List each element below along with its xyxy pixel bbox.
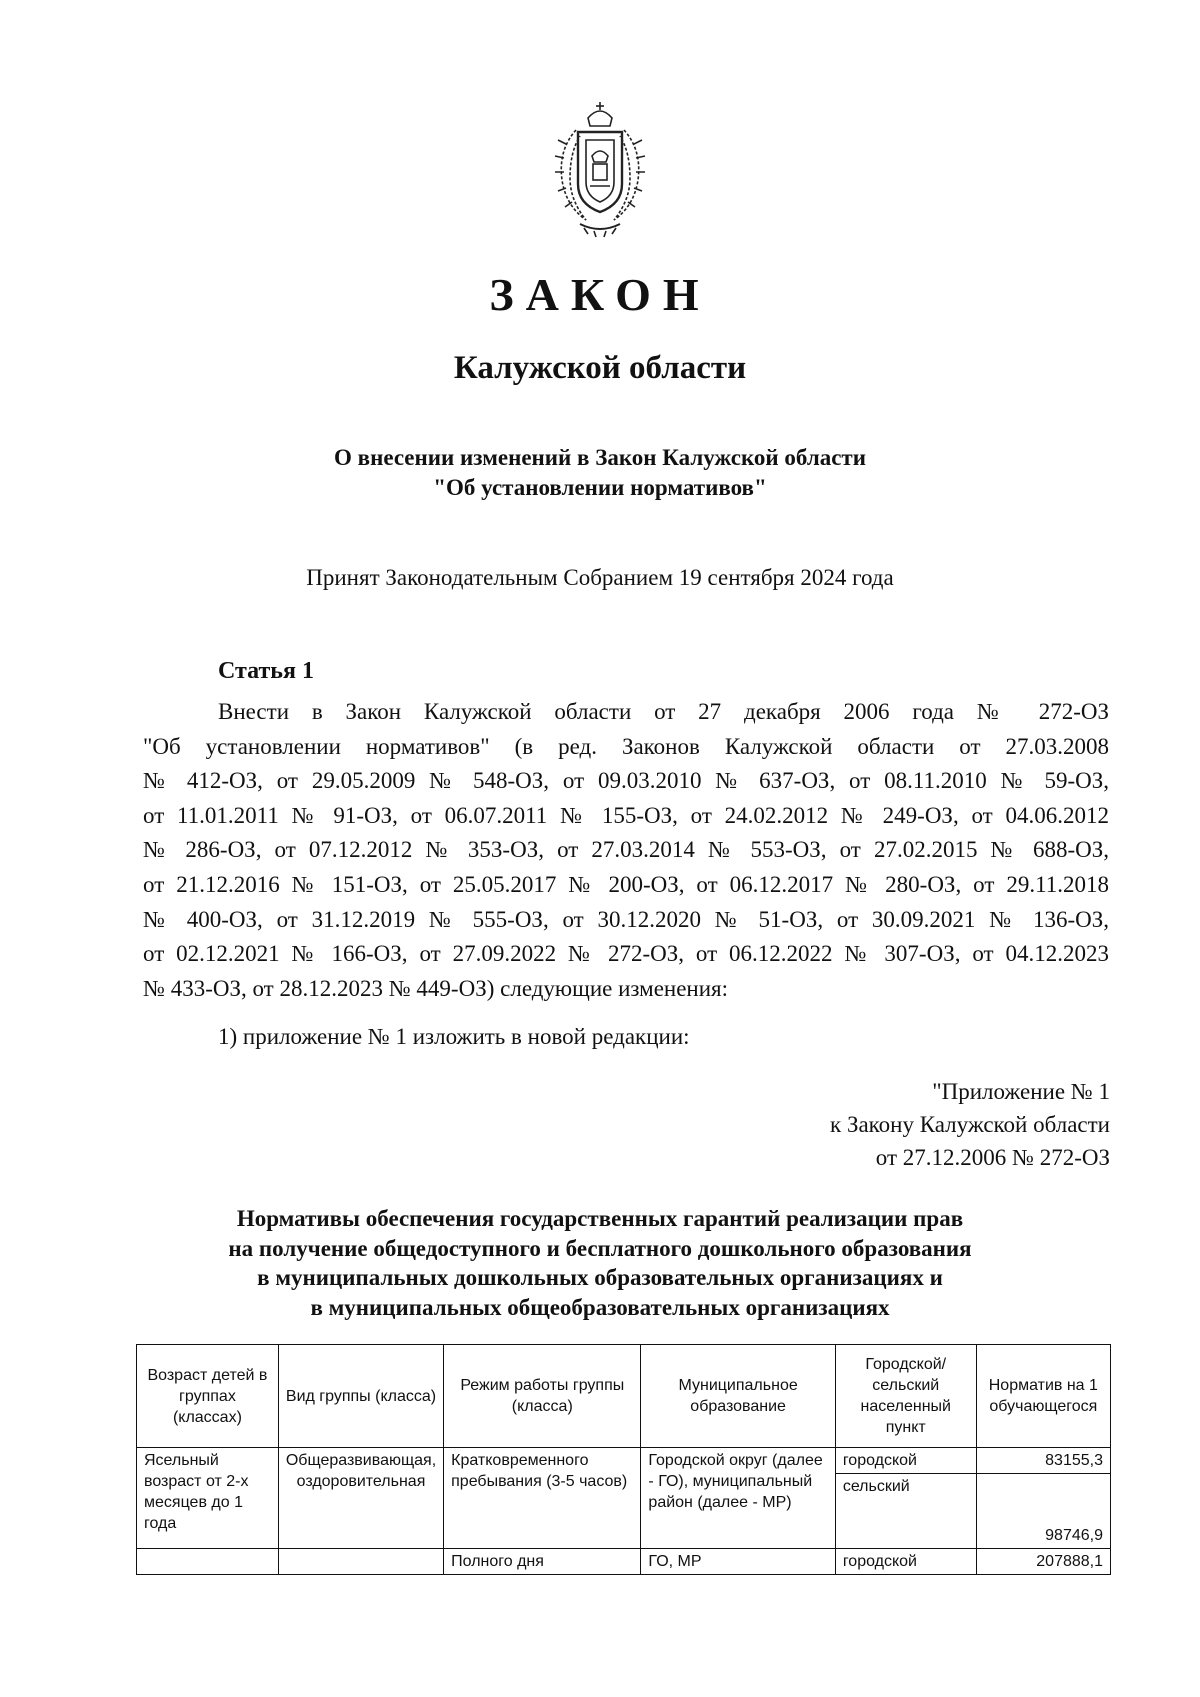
paragraph-line: от 11.01.2011 № 91-ОЗ, от 06.07.2011 № 155-ОЗ, от 24.02.2012 № 249-ОЗ, от 04.06.2012	[143, 802, 1109, 828]
table-header-row	[137, 1345, 1111, 1448]
norms-table	[136, 1344, 1111, 1575]
article-paragraph	[143, 695, 1109, 1006]
norms-title-line: в муниципальных дошкольных образовательных организациях и	[257, 1265, 943, 1290]
adoption-note: Принят Законодательным Собранием 19 сентября 2024 года	[306, 565, 894, 590]
norms-title	[0, 1204, 1200, 1322]
table-row	[137, 1448, 1111, 1474]
appendix-reference	[830, 1075, 1110, 1174]
cell-norm-value: 207888,1	[976, 1549, 1110, 1575]
appendix-line: к Закону Калужской области	[830, 1112, 1110, 1137]
paragraph-line: "Об установлении нормативов" (в ред. Законов Калужской области от 27.03.2008	[143, 733, 1109, 759]
document-region: Калужской области	[453, 350, 747, 386]
subject-line: "Об установлении нормативов"	[433, 475, 767, 500]
cell-group-type: Общеразвивающая, оздоровительная	[278, 1448, 443, 1549]
cell-locality: городской	[835, 1549, 976, 1575]
cell-work-mode: Полного дня	[444, 1549, 641, 1575]
paragraph-line: № 400-ОЗ, от 31.12.2019 № 555-ОЗ, от 30.12.2020 № 51-ОЗ, от 30.09.2021 № 136-ОЗ,	[143, 906, 1109, 932]
paragraph-line: от 02.12.2021 № 166-ОЗ, от 27.09.2022 № 272-ОЗ, от 06.12.2022 № 307-ОЗ, от 04.12.2023	[143, 941, 1109, 967]
cell-age-empty	[137, 1549, 279, 1575]
norms-title-line: в муниципальных общеобразовательных организациях	[310, 1294, 890, 1320]
header-norm: Норматив на 1 обучающегося	[976, 1345, 1110, 1448]
cell-group-type-empty	[278, 1549, 443, 1575]
paragraph-line: от 21.12.2016 № 151-ОЗ, от 25.05.2017 № 200-ОЗ, от 06.12.2017 № 280-ОЗ, от 29.11.2018	[143, 871, 1109, 897]
cell-work-mode: Кратковременного пребывания (3-5 часов)	[444, 1448, 641, 1549]
coat-of-arms-icon	[540, 100, 660, 238]
header-group-type: Вид группы (класса)	[278, 1345, 443, 1448]
cell-locality: сельский	[835, 1474, 976, 1549]
cell-municipality: ГО, МР	[641, 1549, 835, 1575]
cell-norm-value: 98746,9	[976, 1474, 1110, 1549]
cell-norm-value: 83155,3	[976, 1448, 1110, 1474]
paragraph-line: Внести в Закон Калужской области от 27 декабря 2006 года № 272-ОЗ	[218, 699, 1109, 724]
table-row	[137, 1549, 1111, 1575]
norms-title-line: на получение общедоступного и бесплатного дошкольного образования	[228, 1235, 972, 1261]
document-title: ЗАКОН	[489, 269, 711, 320]
cell-locality: городской	[835, 1448, 976, 1474]
article-item-1: 1) приложение № 1 изложить в новой редакции:	[218, 1024, 690, 1049]
cell-municipality: Городской округ (далее - ГО), муниципальный район (далее - МР)	[641, 1448, 835, 1549]
appendix-line: от 27.12.2006 № 272-ОЗ	[875, 1145, 1110, 1170]
paragraph-line: № 286-ОЗ, от 07.12.2012 № 353-ОЗ, от 27.03.2014 № 553-ОЗ, от 27.02.2015 № 688-ОЗ,	[143, 837, 1109, 863]
cell-age: Ясельный возраст от 2-х месяцев до 1 года	[137, 1448, 279, 1549]
appendix-line: "Приложение № 1	[932, 1079, 1110, 1104]
paragraph-line: № 433-ОЗ, от 28.12.2023 № 449-ОЗ) следующие изменения:	[143, 975, 729, 1001]
article-heading: Статья 1	[218, 658, 314, 684]
document-subject	[0, 443, 1200, 503]
header-work-mode: Режим работы группы (класса)	[444, 1345, 641, 1448]
subject-line: О внесении изменений в Закон Калужской области	[334, 445, 866, 470]
header-locality: Городской/ сельский населенный пункт	[835, 1345, 976, 1448]
header-municipality: Муниципальное образование	[641, 1345, 835, 1448]
paragraph-line: № 412-ОЗ, от 29.05.2009 № 548-ОЗ, от 09.03.2010 № 637-ОЗ, от 08.11.2010 № 59-ОЗ,	[143, 768, 1109, 794]
coat-of-arms-emblem	[540, 100, 660, 238]
header-age: Возраст детей в группах (классах)	[137, 1345, 279, 1448]
norms-title-line: Нормативы обеспечения государственных гарантий реализации прав	[236, 1206, 964, 1231]
